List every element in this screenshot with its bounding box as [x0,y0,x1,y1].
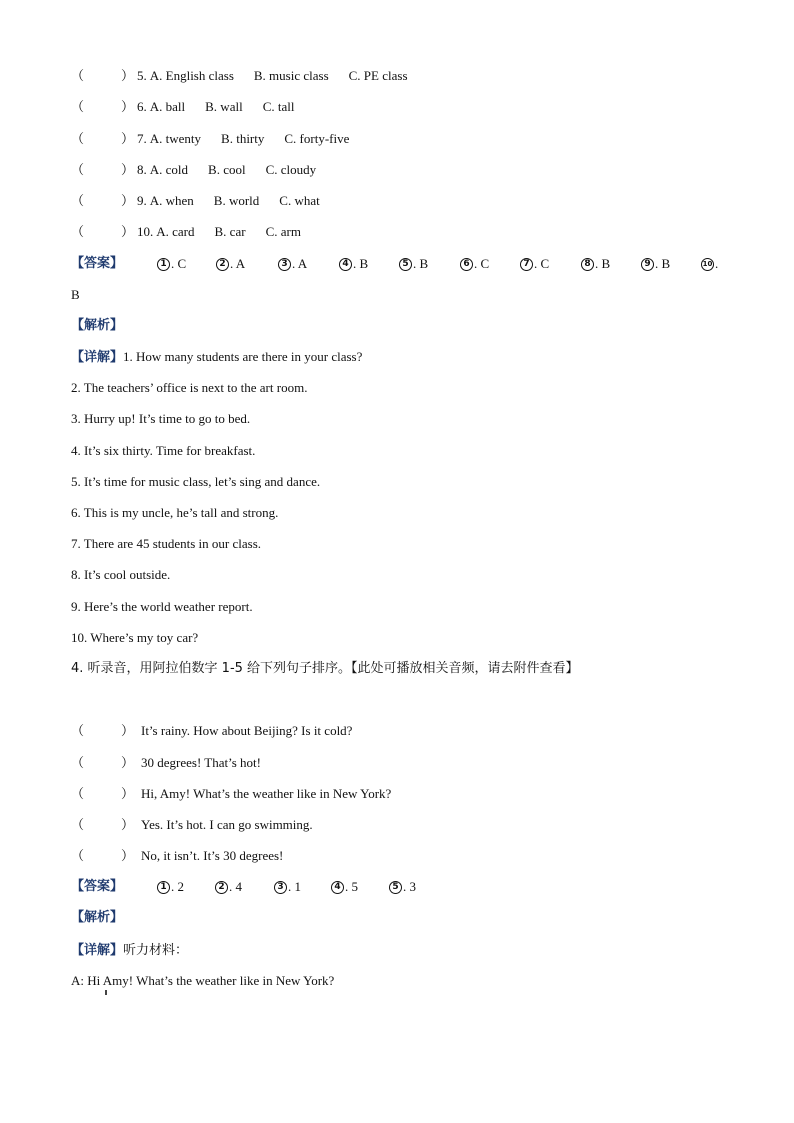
question-9: （ ） 9. A. when B. world C. what [71,193,320,208]
answer-label: 【答案】 [71,879,124,894]
answer-row-a [71,255,718,273]
answer-row-b [71,878,416,896]
sentence-item: （ ） No, it isn’t. It’s 30 degrees! [71,848,284,863]
answer-item: 3 . A [278,255,339,273]
answer-wrap: B [71,287,80,302]
answer-item: 4 . B [339,255,399,273]
detail-line: 6. This is my uncle, he’s tall and strong. [71,505,279,520]
answer-item: 5 . 3 [389,878,416,896]
question-5: （ ） 5. A. English class B. music class C. PE class [71,68,408,83]
answer-item: 1 . 2 [157,878,215,896]
question-6: （ ） 6. A. ball B. wall C. tall [71,99,295,114]
detail-line: 【详解】1. How many students are there in your class? [71,349,363,365]
section-4-title: 4. 听录音，用阿拉伯数字 1-5 给下列句子排序。【此处可播放相关音频，请去附件查看】 [71,661,579,676]
answer-item: 7 . C [520,255,581,273]
question-8: （ ） 8. A. cold B. cool C. cloudy [71,162,317,177]
question-7: （ ） 7. A. twenty B. thirty C. forty-five [71,131,350,146]
analysis-label: 【解析】 [71,318,124,333]
detail-line: 10. Where’s my toy car? [71,630,199,645]
answer-item: 6 . C [460,255,520,273]
analysis-label: 【解析】 [71,910,124,925]
answer-item: 8 . B [581,255,641,273]
answer-item: 2 . 4 [215,878,274,896]
comma-mark [105,990,107,995]
question-10: （ ） 10. A. card B. car C. arm [71,224,301,239]
sentence-item: （ ） 30 degrees! That’s hot! [71,755,261,770]
answer-item: 3 . 1 [274,878,331,896]
answer-item: 2 . A [216,255,278,273]
answer-item: 5 . B [399,255,460,273]
sentence-item: （ ） Yes. It’s hot. I can go swimming. [71,817,313,832]
answer-item: 4 . 5 [331,878,389,896]
answer-item: 9 . B [641,255,701,273]
dialogue-line: A: Hi Amy! What’s the weather like in New York? [71,973,335,988]
detail-line: 2. The teachers’ office is next to the art room. [71,380,308,395]
answer-label: 【答案】 [71,256,124,271]
answer-item: 10 . [702,256,719,271]
detail-line: 3. Hurry up! It’s time to go to bed. [71,411,251,426]
detail-line: 7. There are 45 students in our class. [71,536,262,551]
detail-line: 8. It’s cool outside. [71,567,171,582]
sentence-item: （ ） Hi, Amy! What’s the weather like in New York? [71,786,392,801]
detail-line: 5. It’s time for music class, let’s sing and dance. [71,474,321,489]
answer-item: 1 . C [157,255,216,273]
sentence-item: （ ） It’s rainy. How about Beijing? Is it cold? [71,723,353,738]
detail-line: 【详解】听力材料： [71,943,189,958]
detail-line: 4. It’s six thirty. Time for breakfast. [71,443,256,458]
detail-line: 9. Here’s the world weather report. [71,599,253,614]
